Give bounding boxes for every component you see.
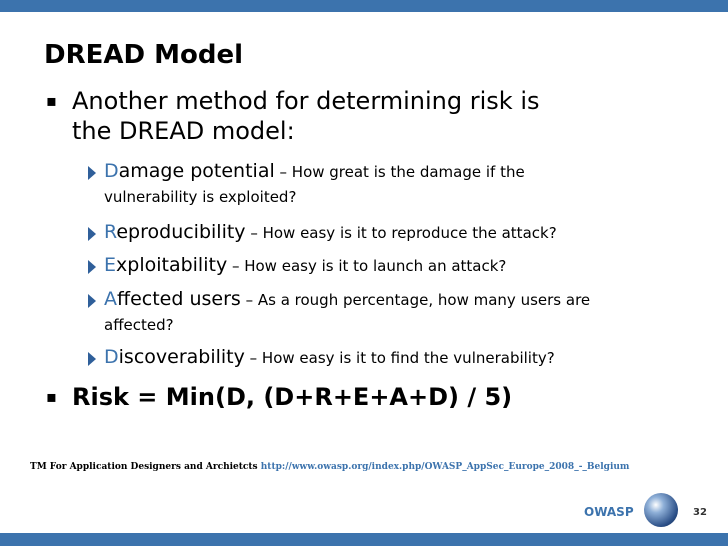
page-number: 32 (693, 507, 707, 518)
bottom-bar (0, 533, 728, 546)
square-bullet-icon: ▪ (46, 387, 57, 406)
top-bar (0, 0, 728, 12)
risk-formula-text: Risk = Min(D, (D+R+E+A+D) / 5) (72, 383, 513, 411)
item-desc: – How easy is it to reproduce the attack? (245, 224, 557, 242)
slide-title: DREAD Model (44, 40, 244, 70)
bullet-intro-line2: the DREAD model: (72, 117, 295, 145)
triangle-bullet-icon (88, 352, 96, 366)
item-desc: – How easy is it to find the vulnerability? (244, 349, 555, 367)
triangle-bullet-icon (88, 166, 96, 180)
item-initial: D (104, 160, 119, 182)
triangle-bullet-icon (88, 294, 96, 308)
item-term: ffected users (117, 288, 241, 310)
bullet-intro-line1: Another method for determining risk is (72, 87, 540, 115)
triangle-bullet-icon (88, 260, 96, 274)
item-term: eproducibility (116, 221, 246, 243)
item-desc: – As a rough percentage, how many users are (240, 291, 591, 309)
item-term: xploitability (116, 254, 228, 276)
item-desc: – How easy is it to launch an attack? (227, 257, 507, 275)
footer-course-text: TM For Application Designers and Archietcts (30, 462, 261, 472)
item-initial: E (104, 254, 117, 276)
item-desc-line2: affected? (104, 316, 174, 334)
footer-link[interactable]: http://www.owasp.org/index.php/OWASP_AppSec_Europe_2008_-_Belgium (260, 462, 630, 472)
item-desc-line2: vulnerability is exploited? (104, 188, 297, 206)
triangle-bullet-icon (88, 227, 96, 241)
item-initial: A (104, 288, 117, 310)
owasp-globe-icon (644, 493, 678, 527)
item-initial: R (104, 221, 117, 243)
owasp-brand: OWASP (584, 505, 634, 519)
footer-caption (30, 462, 629, 472)
square-bullet-icon: ▪ (46, 91, 57, 110)
item-initial: D (104, 346, 119, 368)
item-desc: – How great is the damage if the (274, 163, 525, 181)
item-term: amage potential (118, 160, 275, 182)
item-term: iscoverability (118, 346, 245, 368)
